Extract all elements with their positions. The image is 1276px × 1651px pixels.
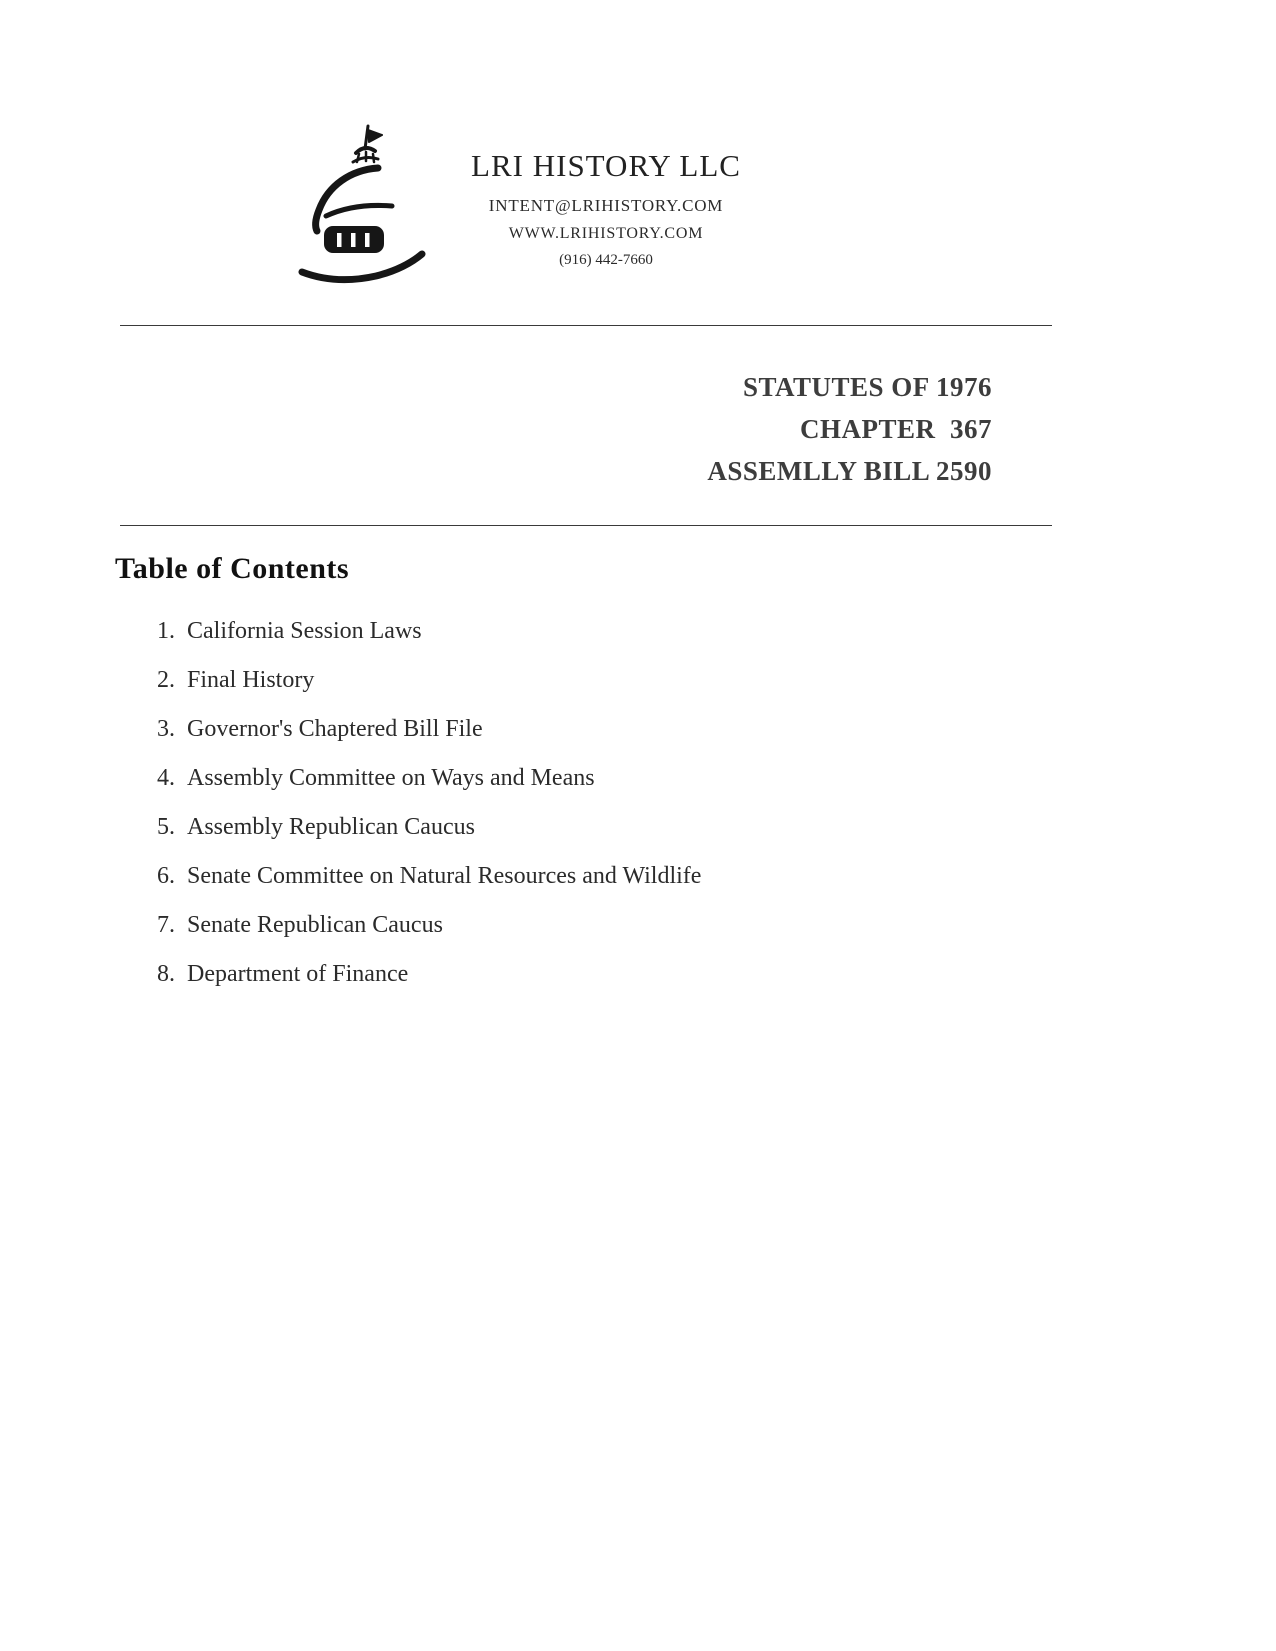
toc-item <box>181 961 701 988</box>
assembly-bill-line: ASSEMLLY BILL 2590 <box>707 456 992 486</box>
company-phone: (916) 442-7660 <box>559 252 653 268</box>
statute-title-block <box>707 366 992 492</box>
toc-list <box>115 618 701 1010</box>
contact-block <box>446 148 766 269</box>
capitol-building-logo-icon <box>288 122 438 292</box>
toc-item <box>181 863 701 890</box>
toc-item-label: Assembly Republican Caucus <box>187 814 475 840</box>
company-email: INTENT@LRIHISTORY.COM <box>488 196 724 215</box>
statutes-year-line: STATUTES OF 1976 <box>742 372 992 402</box>
toc-item-label: Assembly Committee on Ways and Means <box>187 765 595 791</box>
toc-heading: Table of Contents <box>115 552 350 585</box>
toc-item-label: Senate Committee on Natural Resources and Wildlife <box>187 863 702 889</box>
company-name: LRI HISTORY LLC <box>471 148 741 183</box>
toc-item <box>181 618 701 645</box>
toc-item <box>181 765 701 792</box>
toc-item-label: Governor's Chaptered Bill File <box>187 716 483 742</box>
toc-item-label: Senate Republican Caucus <box>187 912 443 938</box>
toc-item <box>181 667 701 694</box>
toc-item <box>181 716 701 743</box>
divider-top <box>120 325 1052 326</box>
toc-item <box>181 814 701 841</box>
toc-item-label: California Session Laws <box>187 618 422 644</box>
toc-item-label: Final History <box>187 667 315 693</box>
toc-item <box>181 912 701 939</box>
toc-item-label: Department of Finance <box>187 961 409 987</box>
company-website: WWW.LRIHISTORY.COM <box>508 225 704 242</box>
chapter-line: CHAPTER 367 <box>799 414 992 444</box>
divider-bottom <box>120 525 1052 526</box>
